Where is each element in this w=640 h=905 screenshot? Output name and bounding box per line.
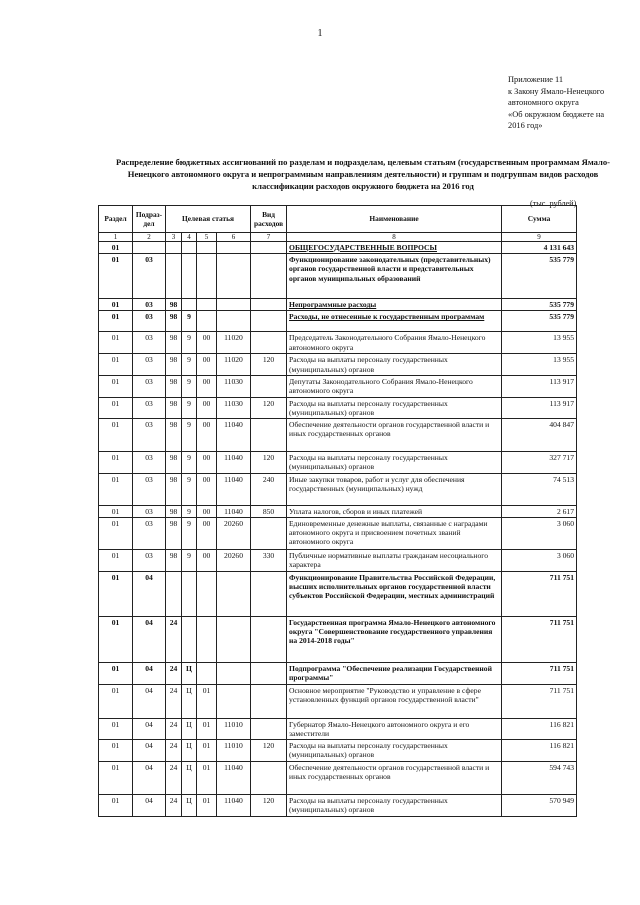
cell-target-subprogram: Ц <box>182 684 197 718</box>
cell-target-subprogram: 9 <box>182 452 197 473</box>
cell-target-direction: 11030 <box>217 375 251 397</box>
cell-razdel: 01 <box>99 397 133 418</box>
cell-sum: 711 751 <box>502 616 577 662</box>
column-number: 5 <box>197 233 217 242</box>
cell-target-program: 98 <box>166 549 182 571</box>
cell-target-direction: 11040 <box>217 762 251 795</box>
appendix-line: 2016 год» <box>508 121 543 131</box>
cell-sum: 13 955 <box>502 332 577 354</box>
cell-razdel: 01 <box>99 254 133 299</box>
cell-sum: 404 847 <box>502 419 577 452</box>
cell-target-subprogram: 9 <box>182 419 197 452</box>
cell-target-program: 24 <box>166 762 182 795</box>
cell-razdel: 01 <box>99 473 133 505</box>
cell-expense-type: 120 <box>251 354 287 375</box>
cell-sum: 2 617 <box>502 505 577 517</box>
cell-target-program <box>166 242 182 254</box>
cell-target-event: 00 <box>197 452 217 473</box>
cell-name: Расходы на выплаты персоналу государственных (муниципальных) органов <box>287 740 502 762</box>
cell-target-subprogram: Ц <box>182 762 197 795</box>
table-row <box>99 419 577 452</box>
cell-expense-type <box>251 254 287 299</box>
cell-target-subprogram: 9 <box>182 375 197 397</box>
table-header-row <box>99 206 577 233</box>
cell-podrazdel: 04 <box>133 762 166 795</box>
cell-target-direction: 11040 <box>217 419 251 452</box>
cell-podrazdel: 04 <box>133 795 166 817</box>
cell-podrazdel: 03 <box>133 299 166 311</box>
cell-target-event: 01 <box>197 740 217 762</box>
cell-target-direction: 11040 <box>217 795 251 817</box>
cell-name: Депутаты Законодательного Собрания Ямало-Ненецкого автономного округа <box>287 375 502 397</box>
cell-target-program: 98 <box>166 517 182 549</box>
cell-target-subprogram: Ц <box>182 718 197 739</box>
cell-podrazdel: 04 <box>133 571 166 616</box>
cell-name: Расходы на выплаты персоналу государственных (муниципальных) органов <box>287 397 502 418</box>
table-row <box>99 662 577 684</box>
cell-target-direction: 20260 <box>217 549 251 571</box>
cell-podrazdel: 03 <box>133 354 166 375</box>
cell-target-direction: 11040 <box>217 452 251 473</box>
table-row <box>99 354 577 375</box>
cell-name: Функционирование законодательных (представительных) органов государственной власти и представительных органов муниципальных образований <box>287 254 502 299</box>
appendix-note <box>508 74 636 132</box>
cell-target-direction: 11010 <box>217 718 251 739</box>
cell-target-event: 00 <box>197 332 217 354</box>
cell-sum: 3 060 <box>502 517 577 549</box>
cell-name: Непрограммные расходы <box>287 299 502 311</box>
cell-expense-type <box>251 718 287 739</box>
cell-expense-type: 330 <box>251 549 287 571</box>
cell-podrazdel: 04 <box>133 718 166 739</box>
appendix-line: автономного округа <box>508 98 579 108</box>
table-row <box>99 397 577 418</box>
cell-target-direction: 11030 <box>217 397 251 418</box>
units-label: (тыс. рублей) <box>530 199 577 208</box>
table-row <box>99 740 577 762</box>
cell-podrazdel: 03 <box>133 452 166 473</box>
cell-expense-type: 850 <box>251 505 287 517</box>
cell-target-event <box>197 254 217 299</box>
cell-sum: 116 821 <box>502 740 577 762</box>
cell-target-direction: 20260 <box>217 517 251 549</box>
cell-podrazdel: 04 <box>133 616 166 662</box>
table-row <box>99 762 577 795</box>
table-row <box>99 505 577 517</box>
cell-sum: 535 779 <box>502 311 577 332</box>
cell-target-program <box>166 254 182 299</box>
budget-table <box>98 205 577 817</box>
cell-sum: 4 131 643 <box>502 242 577 254</box>
cell-expense-type <box>251 375 287 397</box>
cell-name: Расходы на выплаты персоналу государственных (муниципальных) органов <box>287 452 502 473</box>
appendix-line: «Об окружном бюджете на <box>508 109 605 119</box>
cell-name: Уплата налогов, сборов и иных платежей <box>287 505 502 517</box>
cell-razdel: 01 <box>99 662 133 684</box>
cell-razdel: 01 <box>99 718 133 739</box>
cell-name: Подпрограмма "Обеспечение реализации Государственной программы" <box>287 662 502 684</box>
table-row <box>99 718 577 739</box>
cell-sum: 711 751 <box>502 684 577 718</box>
cell-target-direction: 11040 <box>217 505 251 517</box>
cell-name: Председатель Законодательного Собрания Ямало-Ненецкого автономного округа <box>287 332 502 354</box>
cell-target-program: 98 <box>166 452 182 473</box>
cell-razdel: 01 <box>99 517 133 549</box>
cell-podrazdel: 03 <box>133 254 166 299</box>
appendix-line: к Закону Ямало-Ненецкого <box>508 86 605 96</box>
cell-razdel: 01 <box>99 375 133 397</box>
cell-target-subprogram <box>182 616 197 662</box>
cell-razdel: 01 <box>99 795 133 817</box>
cell-target-direction: 11020 <box>217 332 251 354</box>
cell-podrazdel: 04 <box>133 740 166 762</box>
cell-sum: 570 949 <box>502 795 577 817</box>
cell-name: Единовременные денежные выплаты, связанные с наградами автономного округа и присвоением почетных званий автономного округа <box>287 517 502 549</box>
cell-target-program: 24 <box>166 740 182 762</box>
cell-razdel: 01 <box>99 684 133 718</box>
column-number-row <box>99 233 577 242</box>
cell-target-subprogram: Ц <box>182 662 197 684</box>
cell-target-program: 98 <box>166 311 182 332</box>
cell-expense-type <box>251 332 287 354</box>
cell-target-program: 24 <box>166 662 182 684</box>
cell-expense-type <box>251 299 287 311</box>
cell-podrazdel: 03 <box>133 505 166 517</box>
header-target-article: Целевая статья <box>166 206 251 233</box>
cell-razdel: 01 <box>99 505 133 517</box>
cell-razdel: 01 <box>99 762 133 795</box>
cell-sum: 711 751 <box>502 662 577 684</box>
cell-sum: 116 821 <box>502 718 577 739</box>
column-number: 3 <box>166 233 182 242</box>
cell-target-direction: 11020 <box>217 354 251 375</box>
cell-razdel: 01 <box>99 549 133 571</box>
cell-target-event <box>197 616 217 662</box>
cell-razdel: 01 <box>99 242 133 254</box>
cell-target-program <box>166 571 182 616</box>
cell-sum: 711 751 <box>502 571 577 616</box>
cell-expense-type <box>251 517 287 549</box>
cell-target-direction <box>217 254 251 299</box>
column-number: 2 <box>133 233 166 242</box>
header-podrazdel: Подраз-дел <box>133 206 166 233</box>
cell-target-program: 98 <box>166 375 182 397</box>
cell-razdel: 01 <box>99 311 133 332</box>
table-row <box>99 517 577 549</box>
cell-target-program: 24 <box>166 684 182 718</box>
cell-target-event <box>197 662 217 684</box>
cell-target-event: 00 <box>197 549 217 571</box>
cell-name: Государственная программа Ямало-Ненецкого автономного округа "Совершенствование государственного управления на 2014-2018 годы" <box>287 616 502 662</box>
cell-razdel: 01 <box>99 571 133 616</box>
cell-expense-type <box>251 571 287 616</box>
cell-target-direction <box>217 571 251 616</box>
cell-target-program: 24 <box>166 718 182 739</box>
cell-target-subprogram: Ц <box>182 795 197 817</box>
cell-name: Обеспечение деятельности органов государственной власти и иных государственных органов <box>287 762 502 795</box>
cell-target-subprogram <box>182 254 197 299</box>
column-number: 6 <box>217 233 251 242</box>
header-name: Наименование <box>287 206 502 233</box>
page-number: 1 <box>317 28 323 39</box>
cell-target-event: 01 <box>197 718 217 739</box>
cell-target-event: 00 <box>197 419 217 452</box>
cell-target-direction: 11010 <box>217 740 251 762</box>
cell-podrazdel: 04 <box>133 684 166 718</box>
cell-target-direction <box>217 662 251 684</box>
cell-target-subprogram <box>182 299 197 311</box>
header-razdel: Раздел <box>99 206 133 233</box>
cell-target-subprogram: 9 <box>182 354 197 375</box>
cell-name: Обеспечение деятельности органов государственной власти и иных государственных органов <box>287 419 502 452</box>
table-row <box>99 254 577 299</box>
cell-target-event: 00 <box>197 505 217 517</box>
cell-razdel: 01 <box>99 452 133 473</box>
document-title: Распределение бюджетных ассигнований по разделам и подразделам, целевым статьям (государственным программам Ямало-Ненецкого автономного округа и непрограммным направлениям деятельности) и группам и подгруппам видов расходов классификации расходов окружного бюджета на 2016 год <box>115 157 611 191</box>
cell-target-subprogram <box>182 242 197 254</box>
column-number: 8 <box>287 233 502 242</box>
cell-target-subprogram: 9 <box>182 397 197 418</box>
cell-target-subprogram: Ц <box>182 740 197 762</box>
cell-expense-type: 240 <box>251 473 287 505</box>
cell-target-event: 01 <box>197 762 217 795</box>
table-row <box>99 452 577 473</box>
cell-podrazdel <box>133 242 166 254</box>
cell-podrazdel: 03 <box>133 375 166 397</box>
cell-sum: 113 917 <box>502 375 577 397</box>
cell-podrazdel: 03 <box>133 549 166 571</box>
cell-name: Расходы на выплаты персоналу государственных (муниципальных) органов <box>287 795 502 817</box>
cell-target-event <box>197 242 217 254</box>
cell-target-direction <box>217 299 251 311</box>
cell-target-program: 98 <box>166 332 182 354</box>
table-row <box>99 684 577 718</box>
cell-sum: 535 779 <box>502 254 577 299</box>
appendix-line: Приложение 11 <box>508 75 564 84</box>
cell-sum: 113 917 <box>502 397 577 418</box>
cell-target-event: 01 <box>197 795 217 817</box>
cell-target-direction <box>217 684 251 718</box>
cell-target-event: 00 <box>197 517 217 549</box>
cell-target-program: 98 <box>166 419 182 452</box>
budget-table-body <box>99 242 577 817</box>
cell-target-event <box>197 299 217 311</box>
cell-razdel: 01 <box>99 332 133 354</box>
cell-podrazdel: 03 <box>133 419 166 452</box>
table-row <box>99 795 577 817</box>
cell-name: Публичные нормативные выплаты гражданам несоциального характера <box>287 549 502 571</box>
cell-target-direction <box>217 311 251 332</box>
cell-expense-type <box>251 242 287 254</box>
table-row <box>99 299 577 311</box>
cell-target-subprogram: 9 <box>182 517 197 549</box>
cell-sum: 3 060 <box>502 549 577 571</box>
cell-razdel: 01 <box>99 354 133 375</box>
table-row <box>99 616 577 662</box>
column-number: 7 <box>251 233 287 242</box>
cell-target-event <box>197 311 217 332</box>
cell-target-program: 98 <box>166 354 182 375</box>
cell-target-event: 00 <box>197 473 217 505</box>
cell-podrazdel: 04 <box>133 662 166 684</box>
column-number: 4 <box>182 233 197 242</box>
cell-name: Основное мероприятие "Руководство и управление в сфере установленных функций органов государственной власти" <box>287 684 502 718</box>
cell-target-program: 98 <box>166 397 182 418</box>
cell-sum: 535 779 <box>502 299 577 311</box>
cell-razdel: 01 <box>99 740 133 762</box>
cell-sum: 594 743 <box>502 762 577 795</box>
cell-target-direction <box>217 616 251 662</box>
header-sum: Сумма <box>502 206 577 233</box>
column-number: 9 <box>502 233 577 242</box>
table-row <box>99 571 577 616</box>
cell-target-event <box>197 571 217 616</box>
cell-podrazdel: 03 <box>133 397 166 418</box>
cell-target-event: 00 <box>197 375 217 397</box>
cell-target-subprogram <box>182 571 197 616</box>
cell-target-program: 98 <box>166 473 182 505</box>
cell-name: Функционирование Правительства Российской Федерации, высших исполнительных органов государственной власти субъектов Российской Федерации, местных администраций <box>287 571 502 616</box>
cell-name: Иные закупки товаров, работ и услуг для обеспечения государственных (муниципальных) нужд <box>287 473 502 505</box>
cell-podrazdel: 03 <box>133 517 166 549</box>
cell-expense-type: 120 <box>251 397 287 418</box>
cell-target-program: 98 <box>166 299 182 311</box>
table-row <box>99 332 577 354</box>
cell-target-subprogram: 9 <box>182 311 197 332</box>
cell-expense-type: 120 <box>251 740 287 762</box>
cell-sum: 74 513 <box>502 473 577 505</box>
cell-target-subprogram: 9 <box>182 332 197 354</box>
cell-podrazdel: 03 <box>133 332 166 354</box>
cell-target-direction <box>217 242 251 254</box>
cell-expense-type: 120 <box>251 795 287 817</box>
cell-target-event: 00 <box>197 354 217 375</box>
cell-razdel: 01 <box>99 299 133 311</box>
cell-expense-type <box>251 311 287 332</box>
cell-sum: 327 717 <box>502 452 577 473</box>
cell-target-program: 24 <box>166 616 182 662</box>
cell-name: Губернатор Ямало-Ненецкого автономного округа и его заместители <box>287 718 502 739</box>
header-expense-type: Вид расходов <box>251 206 287 233</box>
cell-expense-type <box>251 762 287 795</box>
cell-target-subprogram: 9 <box>182 473 197 505</box>
cell-target-program: 98 <box>166 505 182 517</box>
table-row <box>99 473 577 505</box>
cell-target-subprogram: 9 <box>182 505 197 517</box>
cell-podrazdel: 03 <box>133 473 166 505</box>
cell-name: Расходы, не отнесенные к государственным программам <box>287 311 502 332</box>
cell-expense-type <box>251 662 287 684</box>
cell-name: ОБЩЕГОСУДАРСТВЕННЫЕ ВОПРОСЫ <box>287 242 502 254</box>
cell-name: Расходы на выплаты персоналу государственных (муниципальных) органов <box>287 354 502 375</box>
cell-podrazdel: 03 <box>133 311 166 332</box>
column-number: 1 <box>99 233 133 242</box>
table-row <box>99 375 577 397</box>
cell-target-event: 00 <box>197 397 217 418</box>
cell-razdel: 01 <box>99 419 133 452</box>
cell-expense-type: 120 <box>251 452 287 473</box>
cell-sum: 13 955 <box>502 354 577 375</box>
cell-expense-type <box>251 684 287 718</box>
cell-expense-type <box>251 616 287 662</box>
cell-target-event: 01 <box>197 684 217 718</box>
cell-target-direction: 11040 <box>217 473 251 505</box>
cell-expense-type <box>251 419 287 452</box>
cell-razdel: 01 <box>99 616 133 662</box>
table-row <box>99 311 577 332</box>
table-row <box>99 242 577 254</box>
cell-target-program: 24 <box>166 795 182 817</box>
cell-target-subprogram: 9 <box>182 549 197 571</box>
table-row <box>99 549 577 571</box>
